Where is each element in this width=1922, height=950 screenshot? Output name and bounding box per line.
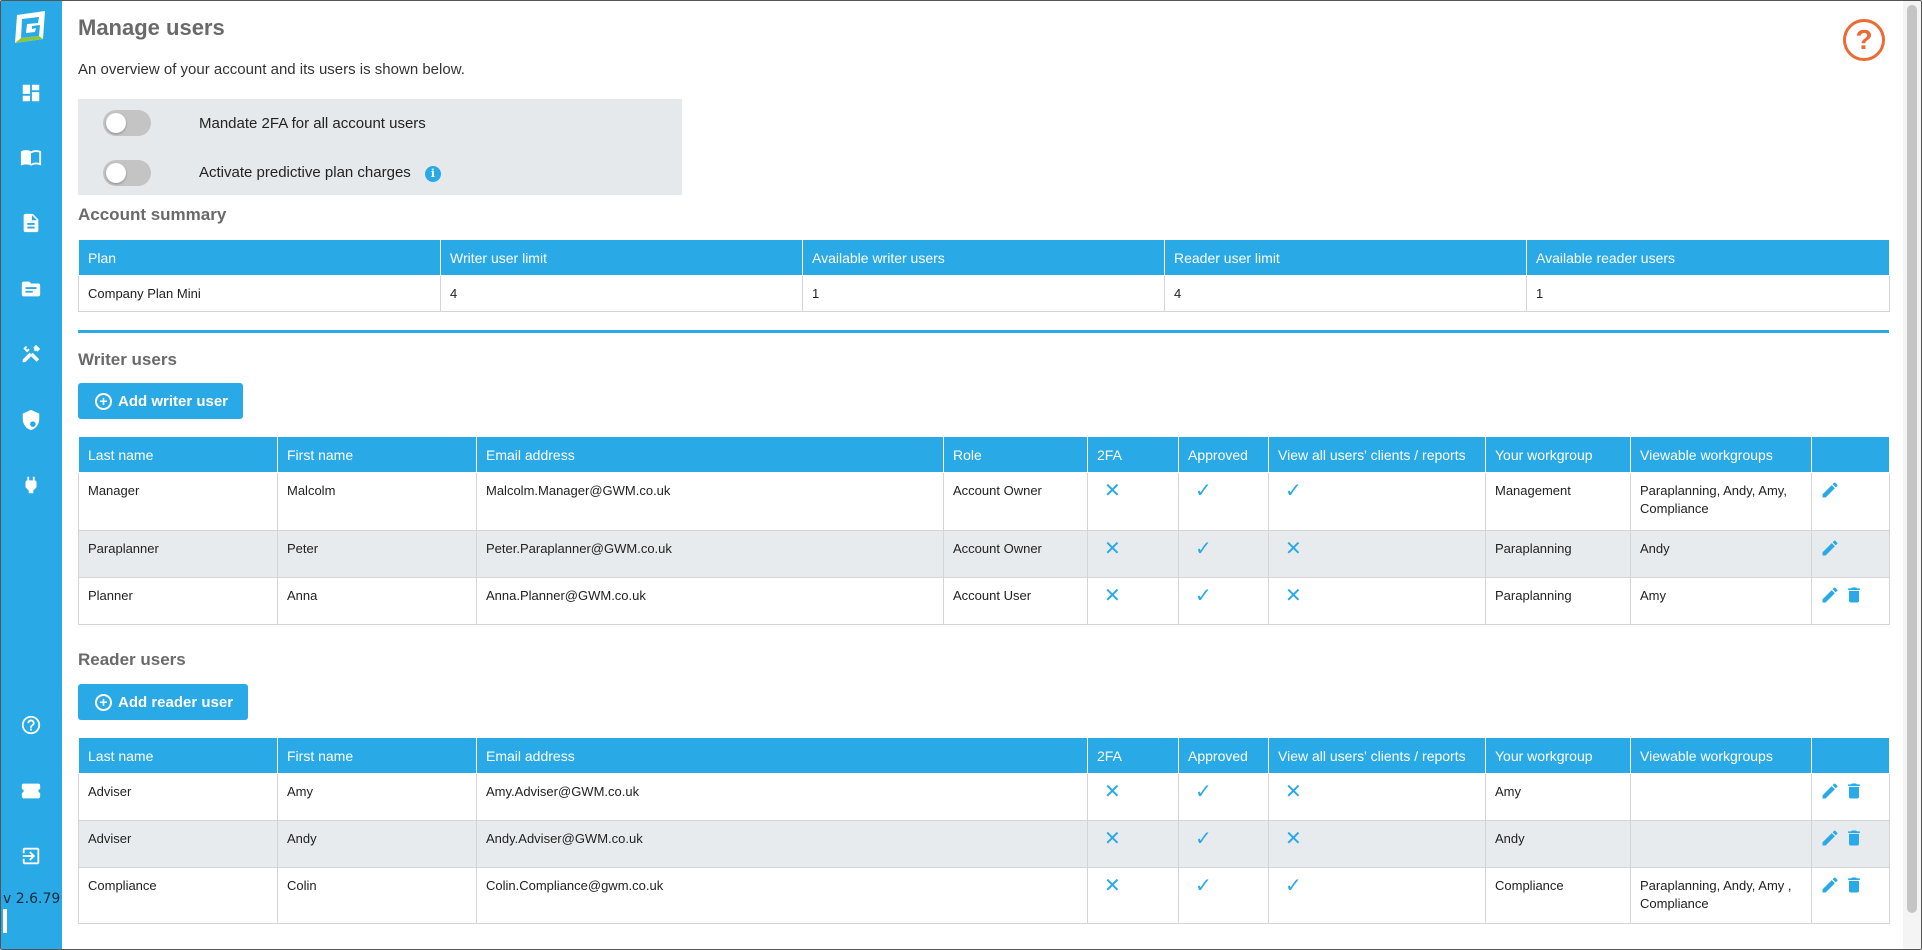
- reader-users-table: [78, 737, 1890, 924]
- plus-circle-icon: +: [95, 393, 112, 410]
- plus-circle-icon: +: [95, 694, 112, 711]
- check-icon: ✓: [1195, 585, 1212, 607]
- cell-actions: [1812, 531, 1890, 578]
- summary-available-writer: 1: [803, 276, 1165, 312]
- header-actions: [1812, 738, 1890, 774]
- cell-approved: [1179, 821, 1269, 868]
- cell-first-name: Colin: [278, 868, 477, 924]
- reader-header-row: [79, 738, 1890, 774]
- check-icon: ✓: [1195, 875, 1212, 897]
- cell-actions: [1812, 868, 1890, 924]
- cell-workgroup: Compliance: [1486, 868, 1631, 924]
- trash-icon[interactable]: [1844, 828, 1864, 848]
- shield-icon[interactable]: [19, 408, 43, 432]
- page-subtitle: An overview of your account and its users is shown below.: [78, 61, 465, 78]
- cell-first-name: Peter: [278, 531, 477, 578]
- summary-plan: Company Plan Mini: [79, 276, 441, 312]
- cross-icon: ✕: [1285, 585, 1302, 607]
- cell-approved: [1179, 578, 1269, 625]
- account-summary-title: Account summary: [78, 205, 227, 224]
- cell-2fa: [1088, 774, 1179, 821]
- header-actions: [1812, 437, 1890, 473]
- header-approved[interactable]: Approved: [1179, 738, 1269, 774]
- header-email[interactable]: Email address: [477, 738, 1088, 774]
- scrollbar-thumb[interactable]: [1907, 5, 1917, 913]
- header-email[interactable]: Email address: [477, 437, 944, 473]
- cell-workgroup: Amy: [1486, 774, 1631, 821]
- header-view-all[interactable]: View all users' clients / reports: [1269, 738, 1486, 774]
- trash-icon[interactable]: [1844, 585, 1864, 605]
- mandate-2fa-label: Mandate 2FA for all account users: [199, 114, 426, 132]
- mandate-2fa-row: [103, 108, 426, 138]
- predictive-charges-row: [103, 158, 435, 188]
- header-first-name[interactable]: First name: [278, 437, 477, 473]
- writer-users-table: [78, 436, 1890, 625]
- cross-icon: ✕: [1285, 781, 1302, 803]
- cell-email: Peter.Paraplanner@GWM.co.uk: [477, 531, 944, 578]
- edit-icon[interactable]: [1820, 828, 1840, 848]
- help-button[interactable]: ?: [1843, 19, 1885, 61]
- cell-role: Account User: [944, 578, 1088, 625]
- summary-writer-limit: 4: [441, 276, 803, 312]
- account-summary-table: [78, 239, 1890, 312]
- main-content: [62, 1, 1905, 950]
- cell-view-all: [1269, 868, 1486, 924]
- cell-approved: [1179, 868, 1269, 924]
- cell-first-name: Andy: [278, 821, 477, 868]
- cell-last-name: Adviser: [79, 821, 278, 868]
- vertical-scrollbar[interactable]: [1903, 1, 1921, 950]
- summary-header-reader-limit: Reader user limit: [1165, 240, 1527, 276]
- predictive-charges-text: Activate predictive plan charges: [199, 164, 411, 182]
- cross-icon: ✕: [1285, 828, 1302, 850]
- header-2fa[interactable]: 2FA: [1088, 738, 1179, 774]
- cell-approved: [1179, 473, 1269, 531]
- cell-role: Account Owner: [944, 473, 1088, 531]
- cell-view-all: [1269, 774, 1486, 821]
- cell-view-all: [1269, 473, 1486, 531]
- summary-header-plan: Plan: [79, 240, 441, 276]
- cell-2fa: [1088, 578, 1179, 625]
- app-logo[interactable]: [13, 9, 49, 45]
- cell-actions: [1812, 821, 1890, 868]
- edit-icon[interactable]: [1820, 480, 1840, 500]
- cell-workgroup: Paraplanning: [1486, 578, 1631, 625]
- add-reader-user-button[interactable]: [78, 684, 248, 720]
- cell-actions: [1812, 774, 1890, 821]
- logout-icon[interactable]: [19, 844, 43, 868]
- cell-viewable: [1631, 774, 1812, 821]
- cross-icon: ✕: [1104, 585, 1121, 607]
- check-icon: ✓: [1195, 781, 1212, 803]
- add-reader-user-label: Add reader user: [118, 693, 234, 711]
- library-icon[interactable]: [19, 145, 43, 169]
- summary-header-writer-limit: Writer user limit: [441, 240, 803, 276]
- cell-actions: [1812, 578, 1890, 625]
- edit-icon[interactable]: [1820, 875, 1840, 895]
- cross-icon: ✕: [1104, 828, 1121, 850]
- summary-available-reader: 1: [1527, 276, 1890, 312]
- cell-email: Amy.Adviser@GWM.co.uk: [477, 774, 1088, 821]
- cell-approved: [1179, 531, 1269, 578]
- cell-view-all: [1269, 531, 1486, 578]
- table-row[interactable]: [79, 774, 1890, 821]
- summary-header-row: [79, 240, 1890, 276]
- toggle-knob: [106, 163, 126, 183]
- check-icon: ✓: [1195, 828, 1212, 850]
- header-last-name[interactable]: Last name: [79, 437, 278, 473]
- header-first-name[interactable]: First name: [278, 738, 477, 774]
- add-writer-user-button[interactable]: [78, 383, 243, 419]
- header-your-workgroup[interactable]: Your workgroup: [1486, 437, 1631, 473]
- table-row[interactable]: [79, 578, 1890, 625]
- cell-viewable: Paraplanning, Andy, Amy , Compliance: [1631, 868, 1812, 924]
- cell-last-name: Adviser: [79, 774, 278, 821]
- cell-last-name: Manager: [79, 473, 278, 531]
- cell-email: Andy.Adviser@GWM.co.uk: [477, 821, 1088, 868]
- cross-icon: ✕: [1285, 538, 1302, 560]
- info-icon[interactable]: i: [425, 166, 441, 182]
- cell-2fa: [1088, 473, 1179, 531]
- help-circle-icon[interactable]: [19, 713, 43, 737]
- edit-icon[interactable]: [1820, 781, 1840, 801]
- check-icon: ✓: [1285, 480, 1302, 502]
- section-divider: [78, 330, 1889, 333]
- writer-users-title: Writer users: [78, 350, 177, 369]
- tools-icon[interactable]: [19, 342, 43, 366]
- edit-icon[interactable]: [1820, 538, 1840, 558]
- cross-icon: ✕: [1104, 538, 1121, 560]
- check-icon: ✓: [1195, 480, 1212, 502]
- add-writer-user-label: Add writer user: [118, 392, 229, 410]
- header-viewable-workgroups[interactable]: Viewable workgroups: [1631, 738, 1812, 774]
- cell-last-name: Paraplanner: [79, 531, 278, 578]
- summary-reader-limit: 4: [1165, 276, 1527, 312]
- cell-first-name: Anna: [278, 578, 477, 625]
- table-row[interactable]: [79, 868, 1890, 924]
- cell-first-name: Amy: [278, 774, 477, 821]
- cross-icon: ✕: [1104, 480, 1121, 502]
- edit-icon[interactable]: [1820, 585, 1840, 605]
- cross-icon: ✕: [1104, 875, 1121, 897]
- cell-actions: [1812, 473, 1890, 531]
- cell-email: Colin.Compliance@gwm.co.uk: [477, 868, 1088, 924]
- header-approved[interactable]: Approved: [1179, 437, 1269, 473]
- version-label: v 2.6.79: [3, 891, 61, 907]
- trash-icon[interactable]: [1844, 875, 1864, 895]
- settings-panel: [78, 99, 682, 195]
- table-row[interactable]: [79, 473, 1890, 531]
- cell-workgroup: Paraplanning: [1486, 531, 1631, 578]
- table-row: [79, 276, 1890, 312]
- table-row[interactable]: [79, 821, 1890, 868]
- cell-workgroup: Management: [1486, 473, 1631, 531]
- sidebar: [1, 1, 62, 950]
- header-2fa[interactable]: 2FA: [1088, 437, 1179, 473]
- table-row[interactable]: [79, 531, 1890, 578]
- header-your-workgroup[interactable]: Your workgroup: [1486, 738, 1631, 774]
- cell-email: Anna.Planner@GWM.co.uk: [477, 578, 944, 625]
- folder-icon[interactable]: [19, 277, 43, 301]
- cell-role: Account Owner: [944, 531, 1088, 578]
- cell-approved: [1179, 774, 1269, 821]
- cell-viewable: Paraplanning, Andy, Amy, Compliance: [1631, 473, 1812, 531]
- dashboard-icon[interactable]: [19, 81, 43, 105]
- cell-2fa: [1088, 868, 1179, 924]
- cell-2fa: [1088, 821, 1179, 868]
- plug-icon[interactable]: [19, 473, 43, 497]
- cell-view-all: [1269, 821, 1486, 868]
- cell-view-all: [1269, 578, 1486, 625]
- reader-users-title: Reader users: [78, 650, 186, 669]
- header-viewable-workgroups[interactable]: Viewable workgroups: [1631, 437, 1812, 473]
- mandate-2fa-toggle[interactable]: [103, 110, 151, 136]
- ticket-icon[interactable]: [19, 779, 43, 803]
- summary-header-available-writer: Available writer users: [803, 240, 1165, 276]
- cell-first-name: Malcolm: [278, 473, 477, 531]
- cell-viewable: Andy: [1631, 531, 1812, 578]
- header-last-name[interactable]: Last name: [79, 738, 278, 774]
- document-icon[interactable]: [19, 211, 43, 235]
- header-view-all[interactable]: View all users' clients / reports: [1269, 437, 1486, 473]
- predictive-charges-toggle[interactable]: [103, 160, 151, 186]
- version-marker: [3, 909, 7, 933]
- cell-last-name: Planner: [79, 578, 278, 625]
- writer-header-row: [79, 437, 1890, 473]
- cell-viewable: Amy: [1631, 578, 1812, 625]
- page-title: Manage users: [78, 15, 225, 40]
- toggle-knob: [106, 113, 126, 133]
- check-icon: ✓: [1195, 538, 1212, 560]
- cross-icon: ✕: [1104, 781, 1121, 803]
- cell-last-name: Compliance: [79, 868, 278, 924]
- cell-viewable: [1631, 821, 1812, 868]
- cell-email: Malcolm.Manager@GWM.co.uk: [477, 473, 944, 531]
- summary-header-available-reader: Available reader users: [1527, 240, 1890, 276]
- check-icon: ✓: [1285, 875, 1302, 897]
- cell-2fa: [1088, 531, 1179, 578]
- cell-workgroup: Andy: [1486, 821, 1631, 868]
- predictive-charges-label: [199, 164, 441, 181]
- header-role[interactable]: Role: [944, 437, 1088, 473]
- trash-icon[interactable]: [1844, 781, 1864, 801]
